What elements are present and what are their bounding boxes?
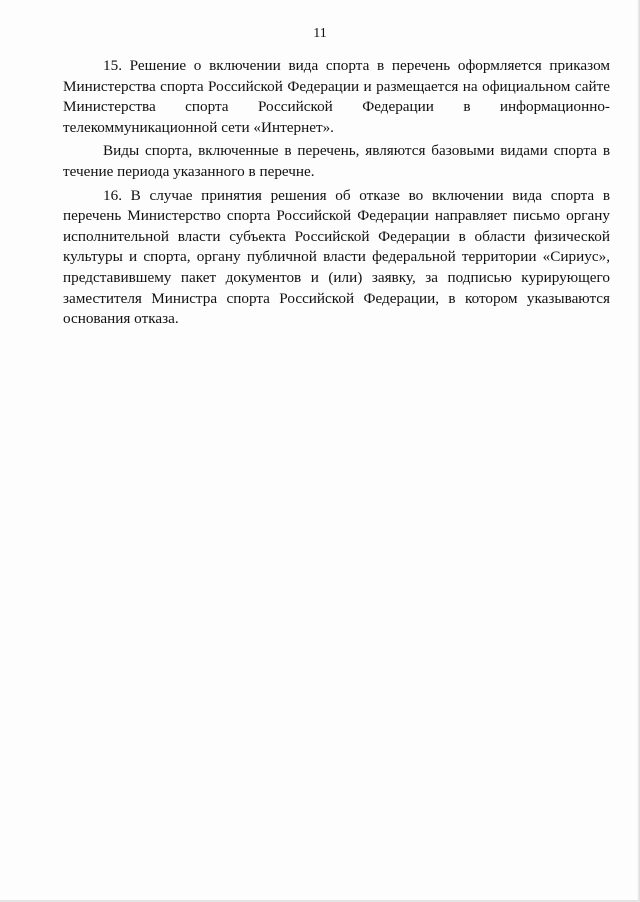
page-number: 11 <box>313 26 327 41</box>
paragraph-15: 15. Решение о включении вида спорта в перечень оформляется приказом Министерства спорта Российской Федерации и размещается на официальном сайте Министерства спорта Российской Федерации в информационно-телекоммуникационной сети «Интернет». <box>63 57 610 136</box>
paragraph-16: 16. В случае принятия решения об отказе во включении вида спорта в перечень Министерство спорта Российской Федерации направляет письмо органу исполнительной власти субъекта Российской Федерации в области физической культуры и спорта, органу публичной власти федеральной территории «Сириус», представившему пакет документов и (или) заявку, за подписью курирующего заместителя Министра спорта Российской Федерации, в котором указываются основания отказа. <box>63 186 610 328</box>
paragraph-base-sports: Виды спорта, включенные в перечень, являются базовыми видами спорта в течение периода указанного в перечне. <box>63 142 610 180</box>
document-body <box>63 56 610 330</box>
